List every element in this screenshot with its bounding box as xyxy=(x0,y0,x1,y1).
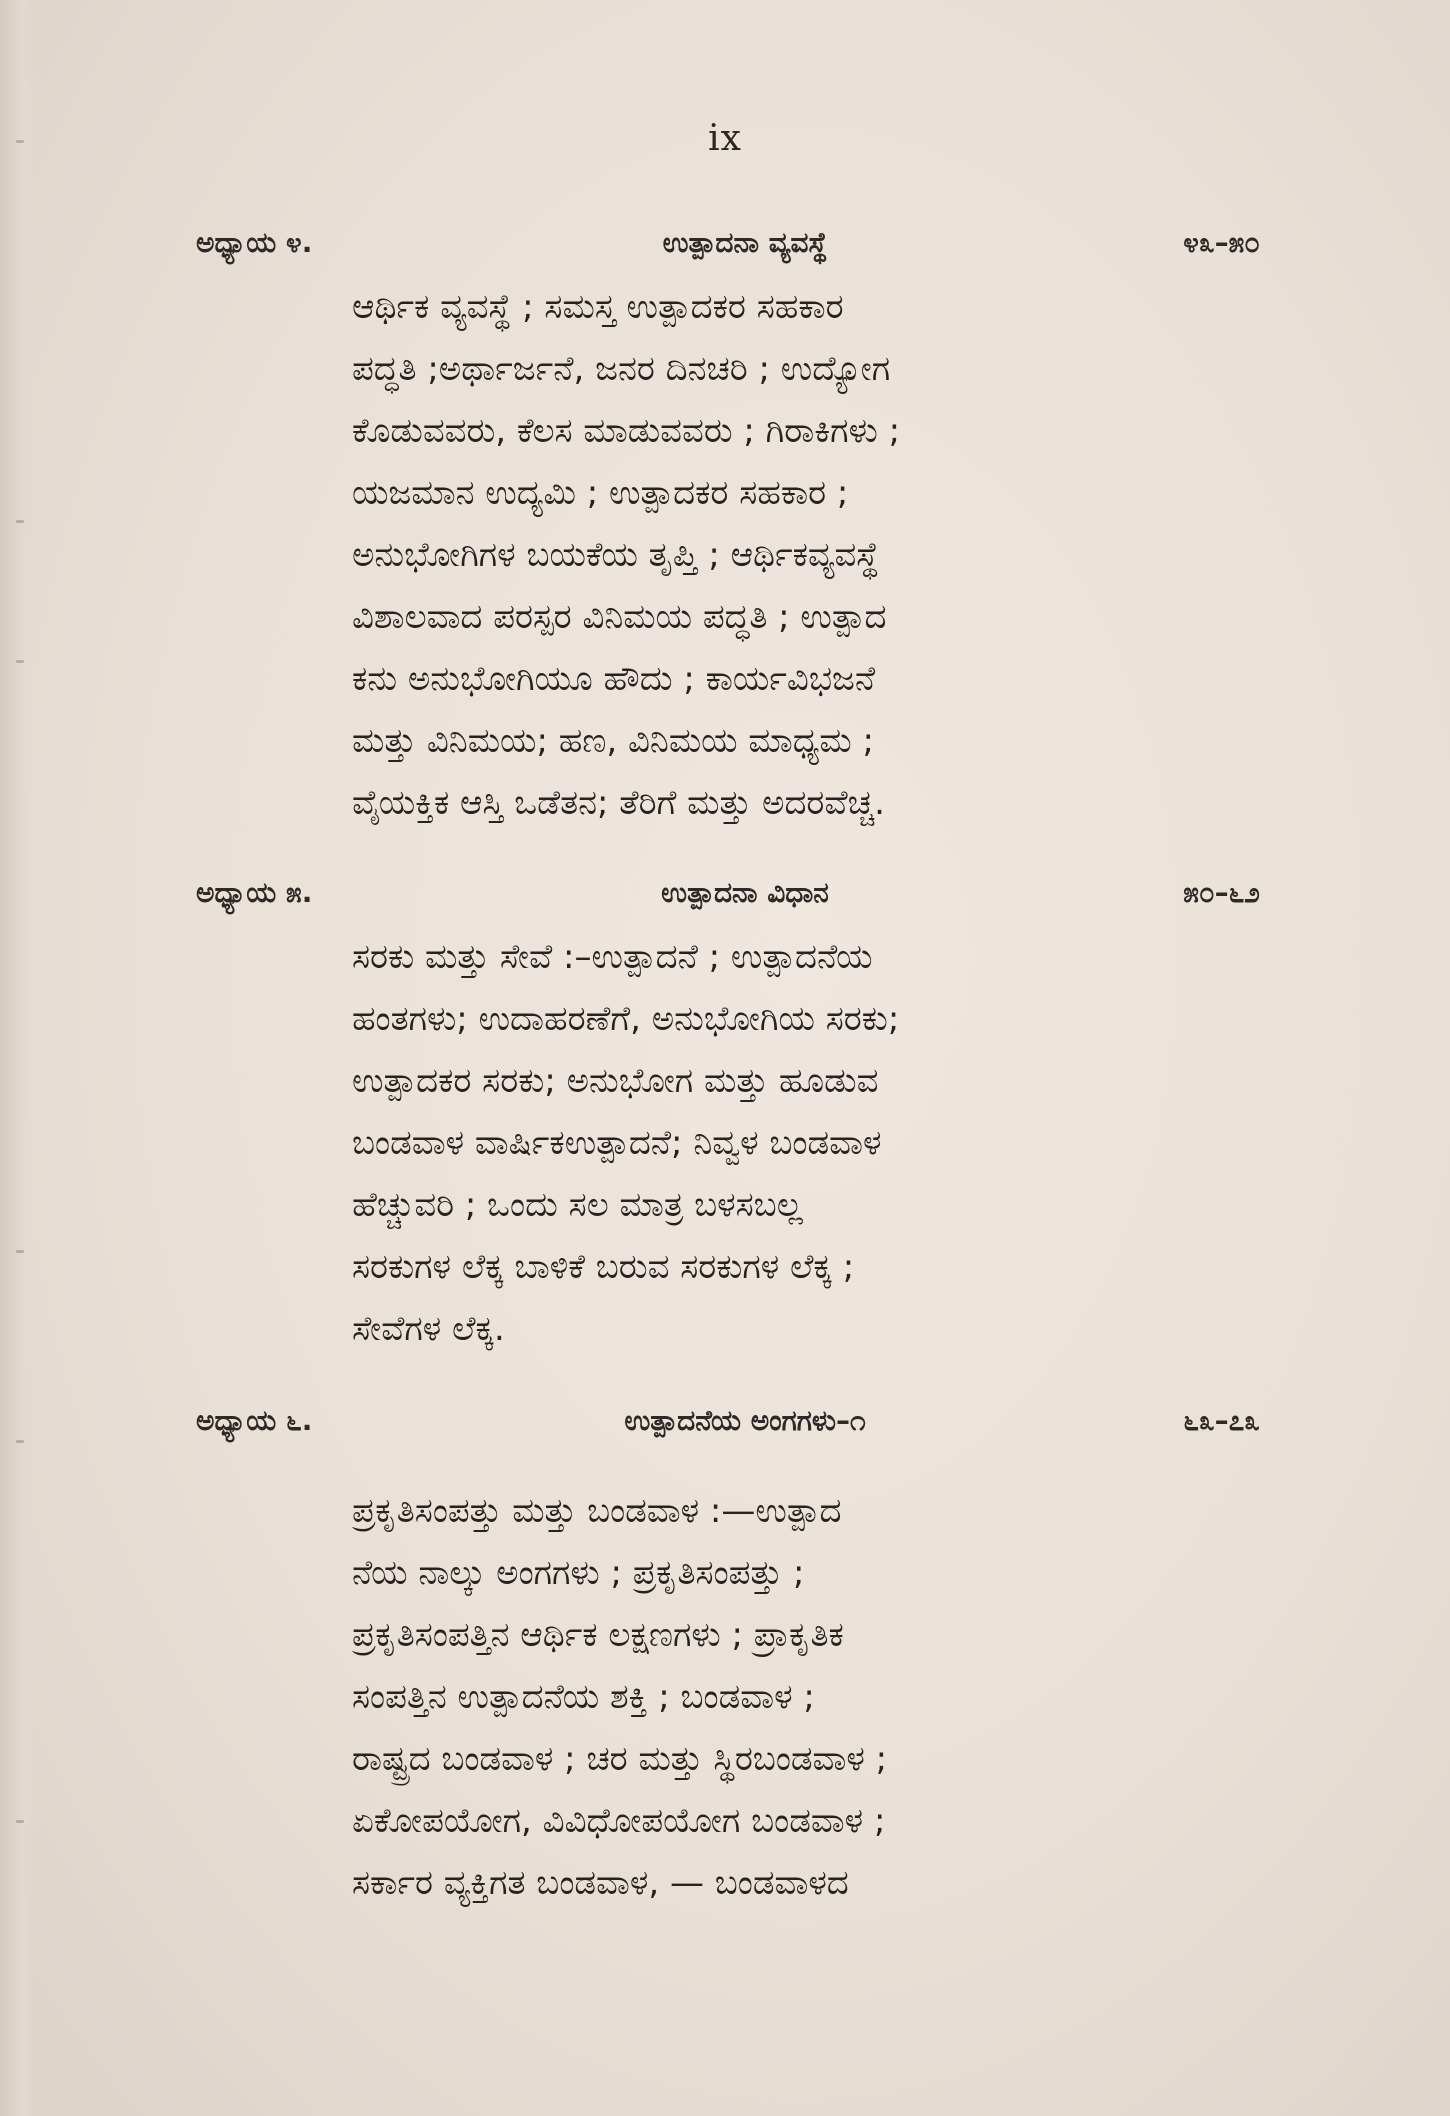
summary-line: ಉತ್ಪಾದಕರ ಸರಕು; ಅನುಭೋಗ ಮತ್ತು ಹೂಡುವ xyxy=(352,1061,879,1101)
chapter-page-range: ೪೩–೫೦ xyxy=(1183,226,1260,259)
chapter-entry-6 xyxy=(0,1404,1450,1914)
chapter-summary xyxy=(352,1480,1090,1914)
summary-line: ಅನುಭೋಗಿಗಳ ಬಯಕೆಯ ತೃಪ್ತಿ ; ಆರ್ಥಿಕವ್ಯವಸ್ಥೆ xyxy=(352,535,880,575)
summary-line: ಕೊಡುವವರು, ಕೆಲಸ ಮಾಡುವವರು ; ಗಿರಾಕಿಗಳು ; xyxy=(352,411,901,451)
summary-line: ಯಜಮಾನ ಉದ್ಯಮಿ ; ಉತ್ಪಾದಕರ ಸಹಕಾರ ; xyxy=(352,473,849,513)
summary-line: ವಿಶಾಲವಾದ ಪರಸ್ಪರ ವಿನಿಮಯ ಪದ್ಧತಿ ; ಉತ್ಪಾದ xyxy=(352,597,887,637)
chapter-heading xyxy=(0,1404,1450,1480)
summary-line: ನೆಯ ನಾಲ್ಕು ಅಂಗಗಳು ; ಪ್ರಕೃತಿಸಂಪತ್ತು ; xyxy=(352,1553,805,1593)
summary-line: ಪ್ರಕೃತಿಸಂಪತ್ತಿನ ಆರ್ಥಿಕ ಲಕ್ಷಣಗಳು ; ಪ್ರಾಕೃತಿಕ xyxy=(352,1615,844,1655)
chapter-label: ಅಧ್ಯಾಯ ೬. xyxy=(196,1404,313,1437)
chapter-heading xyxy=(0,226,1450,276)
chapter-page-range: ೫೦–೬೨ xyxy=(1183,876,1260,909)
summary-line: ಹೆಚ್ಚುವರಿ ; ಒಂದು ಸಲ ಮಾತ್ರ ಬಳಸಬಲ್ಲ xyxy=(352,1185,803,1225)
summary-line: ಸರಕು ಮತ್ತು ಸೇವೆ :–ಉತ್ಪಾದನೆ ; ಉತ್ಪಾದನೆಯ xyxy=(352,937,873,977)
chapter-summary xyxy=(352,926,1090,1360)
page-number: ix xyxy=(708,118,742,159)
summary-line: ಏಕೋಪಯೋಗ, ವಿವಿಧೋಪಯೋಗ ಬಂಡವಾಳ ; xyxy=(352,1801,886,1841)
summary-line: ಆರ್ಥಿಕ ವ್ಯವಸ್ಥೆ ; ಸಮಸ್ತ ಉತ್ಪಾದಕರ ಸಹಕಾರ xyxy=(352,287,844,327)
summary-line: ರಾಷ್ಟ್ರದ ಬಂಡವಾಳ ; ಚರ ಮತ್ತು ಸ್ಥಿರಬಂಡವಾಳ ; xyxy=(352,1739,888,1779)
summary-line: ಪದ್ಧತಿ ;ಅರ್ಥಾರ್ಜನೆ, ಜನರ ದಿನಚರಿ ; ಉದ್ಯೋಗ xyxy=(352,349,891,389)
chapter-entry-5 xyxy=(0,876,1450,1360)
chapter-entry-4 xyxy=(0,226,1450,834)
chapter-label: ಅಧ್ಯಾಯ ೫. xyxy=(196,876,313,909)
summary-line: ಮತ್ತು ವಿನಿಮಯ; ಹಣ, ವಿನಿಮಯ ಮಾಧ್ಯಮ ; xyxy=(352,721,874,761)
chapter-label: ಅಧ್ಯಾಯ ೪. xyxy=(196,226,313,259)
summary-line: ವೈಯಕ್ತಿಕ ಆಸ್ತಿ ಒಡೆತನ; ತೆರಿಗೆ ಮತ್ತು ಅದರವೆಚ್ಚ. xyxy=(352,783,885,823)
chapter-summary xyxy=(352,276,1090,834)
summary-line: ಪ್ರಕೃತಿಸಂಪತ್ತು ಮತ್ತು ಬಂಡವಾಳ :—ಉತ್ಪಾದ xyxy=(352,1491,842,1531)
summary-line: ಸರ್ಕಾರ ವ್ಯಕ್ತಿಗತ ಬಂಡವಾಳ, — ಬಂಡವಾಳದ xyxy=(352,1863,849,1903)
summary-line: ಹಂತಗಳು; ಉದಾಹರಣೆಗೆ, ಅನುಭೋಗಿಯ ಸರಕು; xyxy=(352,999,900,1039)
chapter-title: ಉತ್ಪಾದನಾ ವ್ಯವಸ್ಥೆ xyxy=(662,226,828,259)
summary-line: ಸರಕುಗಳ ಲೆಕ್ಕ ಬಾಳಿಕೆ ಬರುವ ಸರಕುಗಳ ಲೆಕ್ಕ ; xyxy=(352,1247,855,1287)
summary-line: ಕನು ಅನುಭೋಗಿಯೂ ಹೌದು ; ಕಾರ್ಯವಿಭಜನೆ xyxy=(352,659,876,699)
chapter-page-range: ೬೩–೭೩ xyxy=(1183,1404,1260,1437)
chapter-title: ಉತ್ಪಾದನಾ ವಿಧಾನ xyxy=(661,876,829,909)
chapter-heading xyxy=(0,876,1450,926)
summary-line: ಸಂಪತ್ತಿನ ಉತ್ಪಾದನೆಯ ಶಕ್ತಿ ; ಬಂಡವಾಳ ; xyxy=(352,1677,815,1717)
summary-line: ಸೇವೆಗಳ ಲೆಕ್ಕ. xyxy=(352,1309,505,1349)
chapter-title: ಉತ್ಪಾದನೆಯ ಅಂಗಗಳು–೧ xyxy=(624,1404,866,1437)
summary-line: ಬಂಡವಾಳ ವಾರ್ಷಿಕಉತ್ಪಾದನೆ; ನಿವ್ವಳ ಬಂಡವಾಳ xyxy=(352,1123,882,1163)
